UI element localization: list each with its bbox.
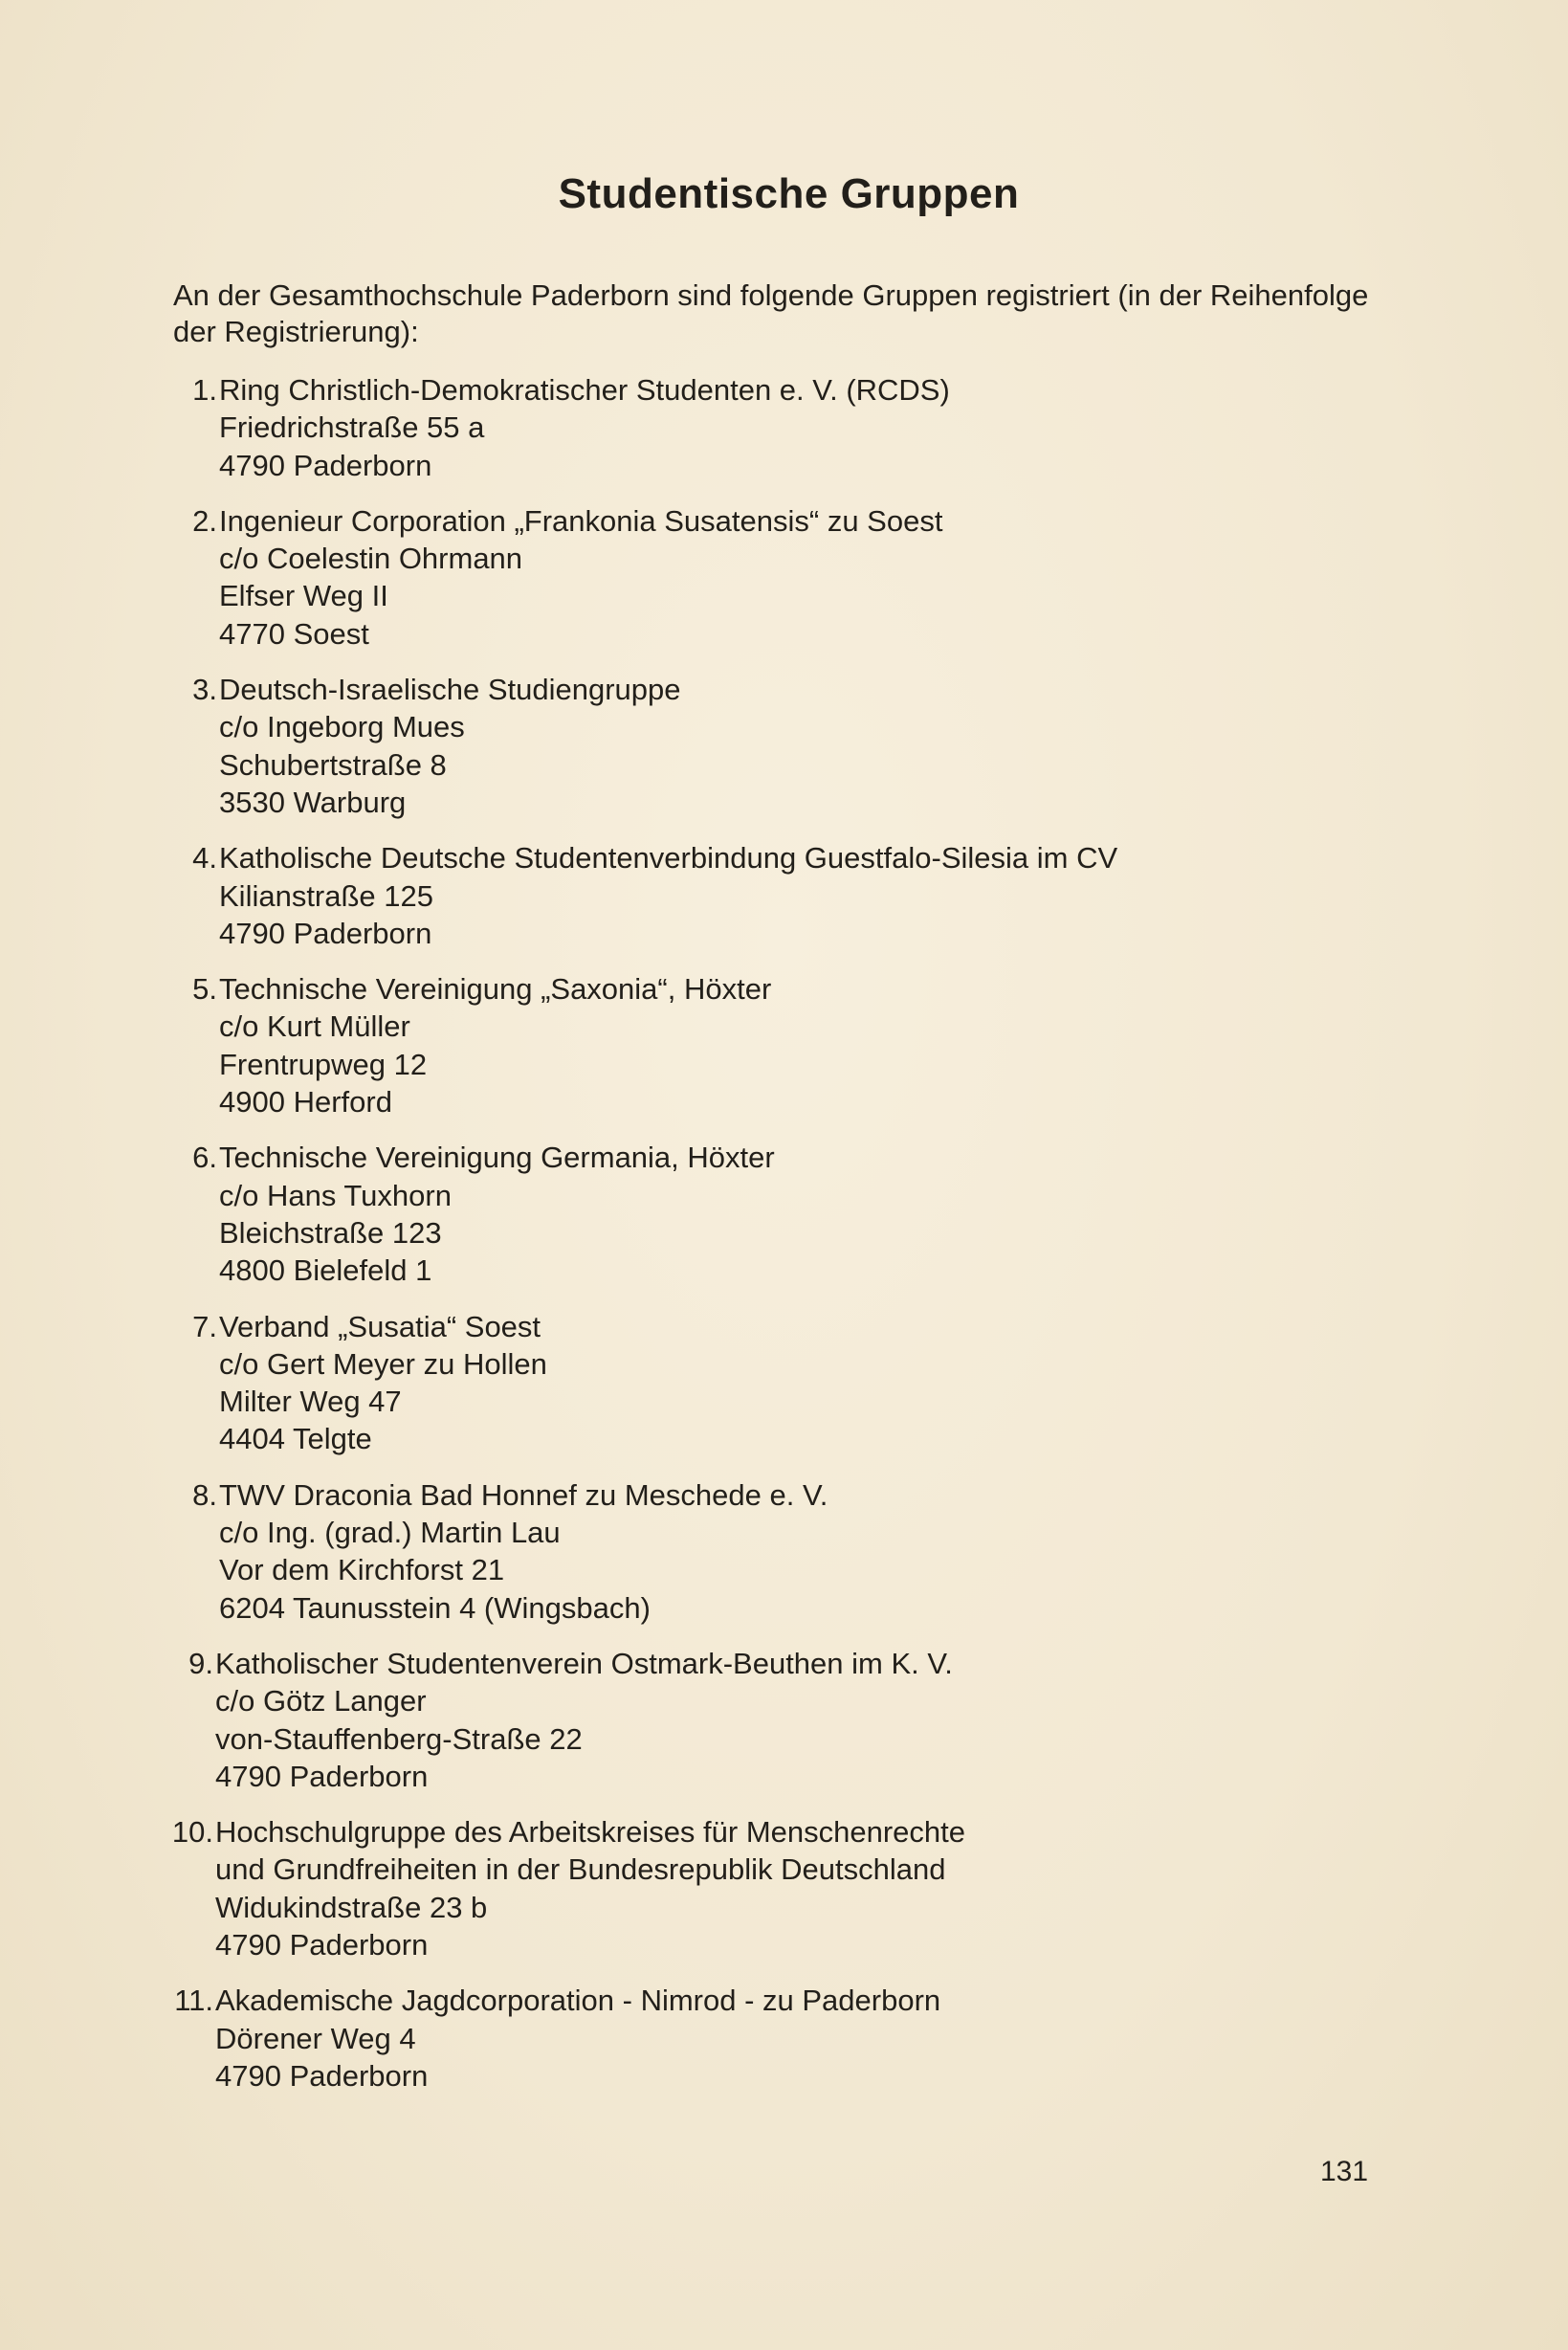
group-address-line: c/o Gert Meyer zu Hollen bbox=[219, 1346, 547, 1381]
group-address-line: Elfser Weg II bbox=[219, 579, 388, 613]
group-address-line: 4404 Telgte bbox=[219, 1422, 372, 1456]
group-entry bbox=[173, 970, 1417, 1120]
group-name: Katholischer Studentenverein Ostmark-Beuthen im K. V. bbox=[215, 1646, 953, 1680]
group-address-line: c/o Ing. (grad.) Martin Lau bbox=[219, 1516, 561, 1550]
group-address-line: 4790 Paderborn bbox=[215, 1759, 429, 1793]
group-number: 5. bbox=[192, 972, 217, 1007]
page-number: 131 bbox=[1320, 2156, 1369, 2187]
group-address-line: Milter Weg 47 bbox=[219, 1385, 402, 1419]
group-address-line: Kilianstraße 125 bbox=[219, 878, 434, 913]
group-address-line: 4790 Paderborn bbox=[219, 916, 432, 950]
group-address-line: Frentrupweg 12 bbox=[219, 1047, 428, 1081]
group-address-line: 6204 Taunusstein 4 (Wingsbach) bbox=[219, 1590, 651, 1625]
group-address-line: Widukindstraße 23 b bbox=[215, 1890, 488, 1924]
group-number: 11. bbox=[174, 1984, 213, 2018]
group-name: Technische Vereinigung „Saxonia“, Höxter bbox=[219, 972, 772, 1007]
group-address-line: c/o Hans Tuxhorn bbox=[219, 1178, 452, 1212]
group-address-line: Friedrichstraße 55 a bbox=[219, 410, 485, 445]
group-entry bbox=[173, 1139, 1417, 1289]
group-number: 2. bbox=[192, 503, 217, 538]
group-address-line: 4790 Paderborn bbox=[215, 2058, 429, 2093]
group-address-line: c/o Ingeborg Mues bbox=[219, 710, 465, 744]
group-list bbox=[173, 371, 1417, 2113]
group-entry bbox=[173, 671, 1417, 821]
group-entry bbox=[173, 1476, 1417, 1627]
group-name: Ingenieur Corporation „Frankonia Susatensis“ zu Soest bbox=[219, 503, 943, 538]
group-number: 7. bbox=[192, 1309, 217, 1343]
group-address-line: und Grundfreiheiten in der Bundesrepublik Deutschland bbox=[215, 1852, 946, 1887]
group-number: 6. bbox=[192, 1141, 217, 1175]
group-entry bbox=[173, 1308, 1417, 1458]
page-title: Studentische Gruppen bbox=[558, 170, 1020, 217]
group-address-line: c/o Kurt Müller bbox=[219, 1009, 410, 1044]
group-name: Ring Christlich-Demokratischer Studenten e. V. (RCDS) bbox=[219, 373, 950, 407]
group-number: 9. bbox=[188, 1646, 213, 1680]
group-number: 8. bbox=[192, 1477, 217, 1512]
group-number: 3. bbox=[192, 673, 217, 707]
intro-paragraph: An der Gesamthochschule Paderborn sind folgende Gruppen registriert (in der Reihenfolge der Registrierung): bbox=[173, 278, 1369, 348]
group-address-line: c/o Götz Langer bbox=[215, 1684, 427, 1718]
group-address-line: Vor dem Kirchforst 21 bbox=[219, 1553, 505, 1587]
group-address-line: 4900 Herford bbox=[219, 1085, 392, 1120]
group-name: Technische Vereinigung Germania, Höxter bbox=[219, 1141, 775, 1175]
group-entry bbox=[173, 502, 1417, 653]
group-number: 10. bbox=[171, 1815, 213, 1850]
group-number: 1. bbox=[192, 373, 217, 407]
group-address-line: Schubertstraße 8 bbox=[219, 747, 447, 782]
group-entry bbox=[173, 371, 1417, 484]
group-address-line: 4800 Bielefeld 1 bbox=[219, 1253, 432, 1288]
group-address-line: c/o Coelestin Ohrmann bbox=[219, 542, 523, 576]
group-address-line: 4790 Paderborn bbox=[219, 448, 432, 482]
group-number: 4. bbox=[192, 841, 217, 876]
group-entry bbox=[173, 1645, 1417, 1795]
group-address-line: 4790 Paderborn bbox=[215, 1927, 429, 1962]
group-entry bbox=[173, 839, 1417, 952]
group-address-line: 3530 Warburg bbox=[219, 785, 407, 819]
group-entry bbox=[173, 1982, 1417, 2095]
group-address-line: Bleichstraße 123 bbox=[219, 1215, 442, 1250]
group-name: TWV Draconia Bad Honnef zu Meschede e. V. bbox=[219, 1477, 828, 1512]
group-name: Hochschulgruppe des Arbeitskreises für Menschenrechte bbox=[215, 1815, 966, 1850]
group-name: Deutsch-Israelische Studiengruppe bbox=[219, 673, 681, 707]
group-entry bbox=[173, 1813, 1417, 1963]
group-name: Verband „Susatia“ Soest bbox=[219, 1309, 541, 1343]
group-address-line: von-Stauffenberg-Straße 22 bbox=[215, 1721, 583, 1756]
group-name: Akademische Jagdcorporation - Nimrod - zu Paderborn bbox=[215, 1984, 941, 2018]
group-address-line: Dörener Weg 4 bbox=[215, 2021, 416, 2055]
group-name: Katholische Deutsche Studentenverbindung Guestfalo-Silesia im CV bbox=[219, 841, 1118, 876]
group-address-line: 4770 Soest bbox=[219, 616, 369, 651]
